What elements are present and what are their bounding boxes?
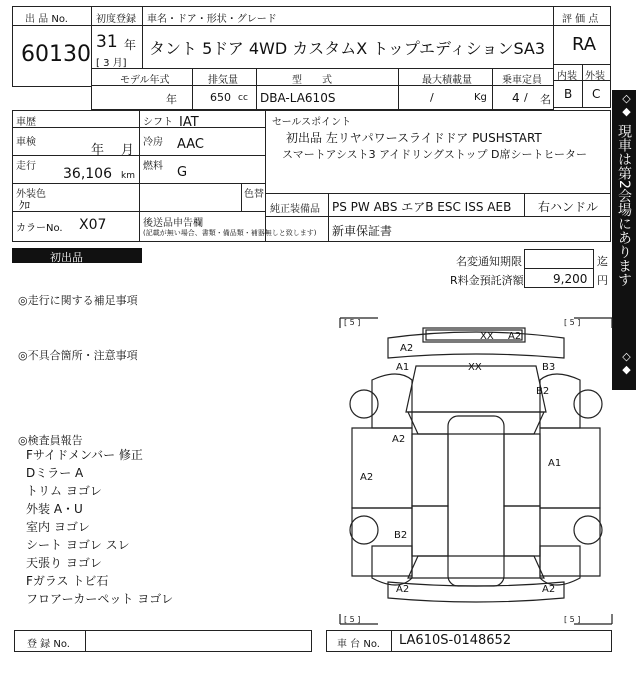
damage-mark: A2 [400, 343, 414, 354]
inspection-label: 車検 [16, 137, 36, 148]
mileage-label: 走行 [16, 161, 36, 172]
warranty: 新車保証書 [332, 224, 393, 238]
model-year-label: モデル年式 [120, 75, 170, 86]
lot-no-header [12, 6, 92, 26]
chassis-no-box [326, 630, 612, 652]
corner-mark: [ 5 ] [344, 318, 361, 327]
corner-mark: [ 5 ] [564, 615, 581, 624]
damage-mark: B2 [394, 530, 408, 541]
damage-mark: B2 [536, 386, 550, 397]
sales-point-line-2: スマートアシスト3 アイドリングストップ D席シートヒーター [282, 148, 588, 161]
fuel-label: 燃料 [143, 161, 163, 172]
damage-mark: A2 [508, 331, 522, 342]
right-rear-door [540, 508, 600, 576]
damage-mark: A1 [396, 362, 410, 373]
capacity-label: 乗車定員 [502, 75, 542, 86]
interior-label: 内装 [557, 71, 577, 82]
mileage-unit: km [121, 171, 135, 181]
corner-mark: [ 5 ] [344, 615, 361, 624]
corner-mark: [ 5 ] [564, 318, 581, 327]
color-label: 外装色 [16, 189, 46, 200]
left-rear-wheel [350, 516, 378, 544]
right-front-window [504, 434, 540, 506]
exterior-label: 外装 [585, 71, 605, 82]
report-line: 外装 A・U [26, 502, 83, 516]
interior-grade: B [564, 87, 573, 101]
displacement-label: 排気量 [208, 75, 238, 86]
sales-point-line-1: 初出品 左リヤパワースライドドア PUSHSTART [286, 131, 542, 145]
shift: IAT [179, 115, 199, 130]
first-reg-year: 31 [96, 32, 118, 52]
shift-label: シフト [143, 117, 173, 128]
color-no-label: カラーNo. [16, 223, 63, 234]
type: DBA-LA610S [260, 91, 336, 105]
report-line: Fサイドメンバー 修正 [26, 448, 143, 462]
lot-no: 60130 [21, 42, 91, 67]
inspector-report [26, 446, 256, 608]
defects-label: ◎不具合箇所・注意事項 [18, 349, 138, 362]
ac-label: 冷房 [143, 137, 163, 148]
capacity-unit: 名 [540, 93, 551, 106]
damage-mark: A1 [548, 458, 562, 469]
report-line: Fガラス トビ石 [26, 574, 109, 588]
damage-mark: A2 [396, 584, 410, 595]
chassis-no: LA610S-0148652 [399, 633, 512, 648]
color-no: X07 [79, 217, 107, 233]
left-front-wheel [350, 390, 378, 418]
tax-notice-box [524, 249, 594, 269]
exterior-grade: C [592, 87, 601, 101]
damage-mark: XX [468, 362, 482, 373]
interior-box [553, 80, 583, 108]
first-reg-header [91, 6, 143, 26]
car-name: タント 5ドア 4WD カスタムX トップエディションSA3 [149, 39, 546, 58]
left-rear-window [412, 506, 448, 556]
first-reg-box [91, 25, 143, 69]
report-line: シート ヨゴレ スレ [26, 538, 130, 552]
damage-mark: B3 [542, 362, 556, 373]
side-notice-diamond-top: ◇◆ [620, 92, 633, 118]
inspection-year-unit: 年 [91, 143, 105, 158]
exterior-header [582, 64, 611, 81]
driving-remarks-label: ◎走行に関する補足事項 [18, 294, 138, 307]
recycle-value: 9,200 [553, 272, 588, 286]
car-name-header [142, 6, 554, 26]
right-front-wheel [574, 390, 602, 418]
inspector-report-label: ◎検査員報告 [18, 434, 83, 447]
rating-label: 評 価 点 [562, 14, 599, 25]
sales-point-box [265, 110, 611, 194]
left-rear-quarter [372, 546, 412, 585]
report-line: フロアーカーペット ヨゴレ [26, 592, 174, 606]
report-line: 室内 ヨゴレ [26, 520, 90, 534]
left-rear-door [352, 508, 412, 576]
damage-mark: A2 [360, 472, 374, 483]
roof [448, 416, 504, 586]
displacement: 650 [210, 91, 231, 104]
max-load-unit: Kg [474, 92, 487, 103]
equipment-box [265, 193, 611, 242]
report-line: 天張り ヨゴレ [26, 556, 102, 570]
chassis-label: 車 台 No. [337, 639, 380, 650]
mileage: 36,106 [63, 166, 112, 182]
right-rear-wheel [574, 516, 602, 544]
car-damage-diagram [338, 316, 614, 626]
first-reg-month: [ 3 月] [96, 58, 127, 69]
equipment: PS PW ABS エアB ESC ISS AEB [332, 200, 512, 214]
lot-no-label: 出 品 No. [25, 14, 68, 25]
report-line: トリム ヨゴレ [26, 484, 102, 498]
right-rear-quarter [540, 546, 580, 585]
tax-notice-suffix: 迄 [597, 255, 608, 268]
front-bumper [388, 332, 564, 358]
recycle-box [524, 268, 594, 288]
rating-box [553, 25, 611, 65]
type-label: 型 式 [292, 75, 332, 86]
tax-notice-label: 名変通知期限 [456, 255, 522, 268]
fuel: G [177, 165, 188, 180]
lot-no-box [12, 25, 92, 87]
history-label: 車歴 [16, 117, 36, 128]
interior-header [553, 64, 583, 81]
first-listing-banner [12, 248, 142, 263]
recycle-label: R料金預託済額 [450, 274, 524, 287]
reg-no-label: 登 録 No. [27, 639, 70, 650]
rear-window [408, 556, 544, 578]
rear-bumper [388, 582, 564, 602]
recycle-unit: 円 [597, 274, 608, 287]
damage-mark: A2 [542, 584, 556, 595]
model-year-unit: 年 [166, 93, 177, 106]
first-reg-label: 初度登録 [96, 14, 136, 25]
car-name-box [142, 25, 554, 69]
ac: AAC [177, 137, 204, 152]
damage-mark: XX [480, 331, 494, 342]
max-load: / [430, 91, 434, 104]
inspection-month-unit: 月 [121, 143, 135, 158]
windshield [408, 412, 544, 434]
spec-row [91, 68, 554, 110]
exterior-box [582, 80, 611, 108]
equipment-label: 純正装備品 [270, 204, 320, 215]
displacement-unit: cc [238, 93, 248, 103]
steering: 右ハンドル [538, 200, 599, 214]
report-line: Dミラー A [26, 466, 84, 480]
capacity-sep: / [524, 91, 528, 104]
docs-label: 後送品申告欄 [143, 218, 203, 229]
rating: RA [572, 34, 597, 55]
side-notice-diamond-bottom: ◇◆ [620, 350, 633, 376]
side-notice [612, 90, 636, 390]
left-front-window [412, 434, 448, 506]
capacity: 4 [512, 91, 520, 105]
reg-no-box [14, 630, 312, 652]
right-rear-window [504, 506, 540, 556]
docs-note: (記載が無い場合、書類・備品類・補器無しと致します) [143, 229, 317, 237]
sales-point-label: セールスポイント [272, 117, 352, 128]
first-listing-text: 初出品 [50, 251, 83, 264]
year-unit: 年 [124, 38, 137, 52]
damage-mark: A2 [392, 434, 406, 445]
color-change-label: 色替 [244, 189, 264, 200]
rating-header [553, 6, 611, 26]
color: ｸﾛ [19, 199, 30, 212]
car-name-label: 車名・ドア・形状・グレード [147, 14, 277, 25]
max-load-label: 最大積載量 [422, 75, 472, 86]
side-notice-text: 現車は第2会場にあります [616, 124, 632, 287]
